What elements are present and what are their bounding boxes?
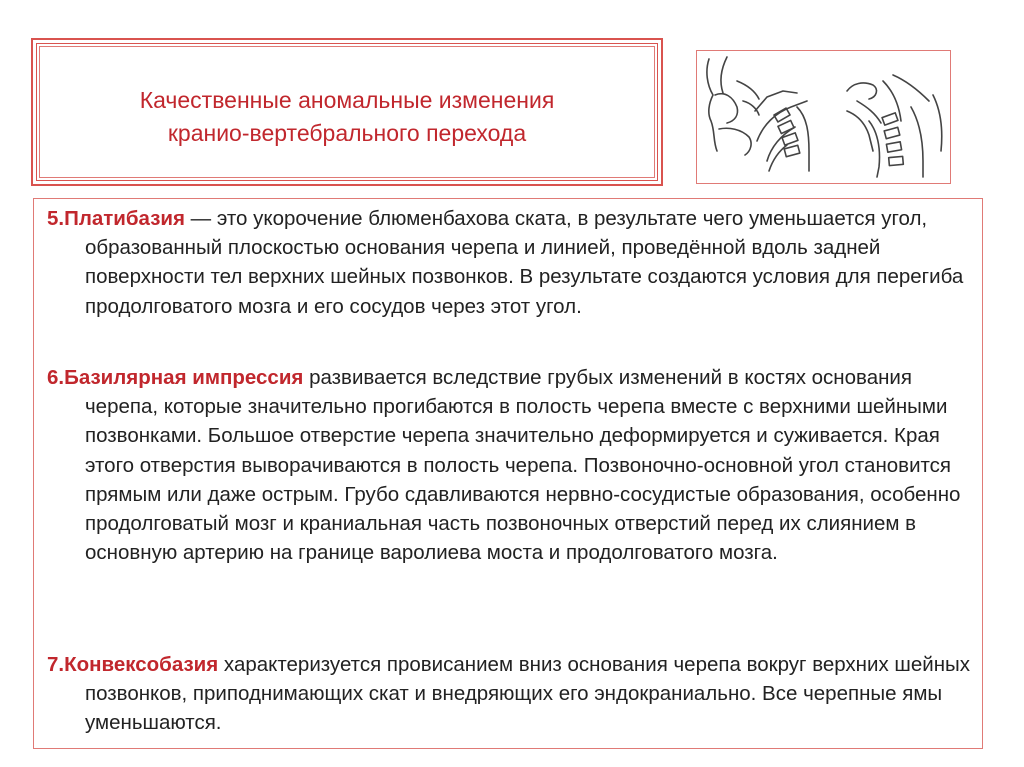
title-line-1: Качественные аномальные изменения xyxy=(139,87,555,113)
title-line-2: кранио-вертебрального перехода xyxy=(167,120,527,146)
title-box xyxy=(31,38,663,186)
paragraph-text: развивается вследствие грубых изменений в костях основания черепа, которые значительно прогибаются в полость черепа вместе с верхними шейными позвонками. Большое отверстие черепа значительно деформируется и суживается. Края этого отверстия выворачиваются в полость черепа. Позвоночно-основной угол становится прямым или даже острым. Грубо сдавливаются нервно-сосудистые образования, особенно продолговатый мозг и краниальная часть позвоночных отверстий перед их слиянием в основную артерию на границе варолиева моста и продолговатого мозга. xyxy=(85,366,961,565)
figure-box xyxy=(696,50,951,184)
paragraph-text: характеризуется провисанием вниз основания черепа вокруг верхних шейных позвонков, приподнимающих скат и внедряющих его эндокраниально. Все черепные ямы уменьшаются. xyxy=(85,653,971,735)
craniovertebral-junction-sketch-icon xyxy=(697,51,952,185)
term-basilar-impression: 6.Базилярная импрессия xyxy=(47,366,304,389)
paragraph-text: — это укорочение блюменбахова ската, в результате чего уменьшается угол, образованный плоскостью основания черепа и линией, проведённой вдоль задней поверхности тел верхних шейных позвонков. В результате создаются условия для перегиба продолговатого мозга и его сосудов через этот угол. xyxy=(85,207,964,318)
term-platybasia: 5.Платибазия xyxy=(47,207,185,230)
paragraph-basilar-impression xyxy=(47,363,972,567)
content-box xyxy=(33,198,983,749)
term-convexobasia: 7.Конвексобазия xyxy=(47,653,219,676)
slide-title xyxy=(33,84,661,150)
paragraph-platybasia xyxy=(47,204,972,321)
paragraph-convexobasia xyxy=(47,650,972,738)
